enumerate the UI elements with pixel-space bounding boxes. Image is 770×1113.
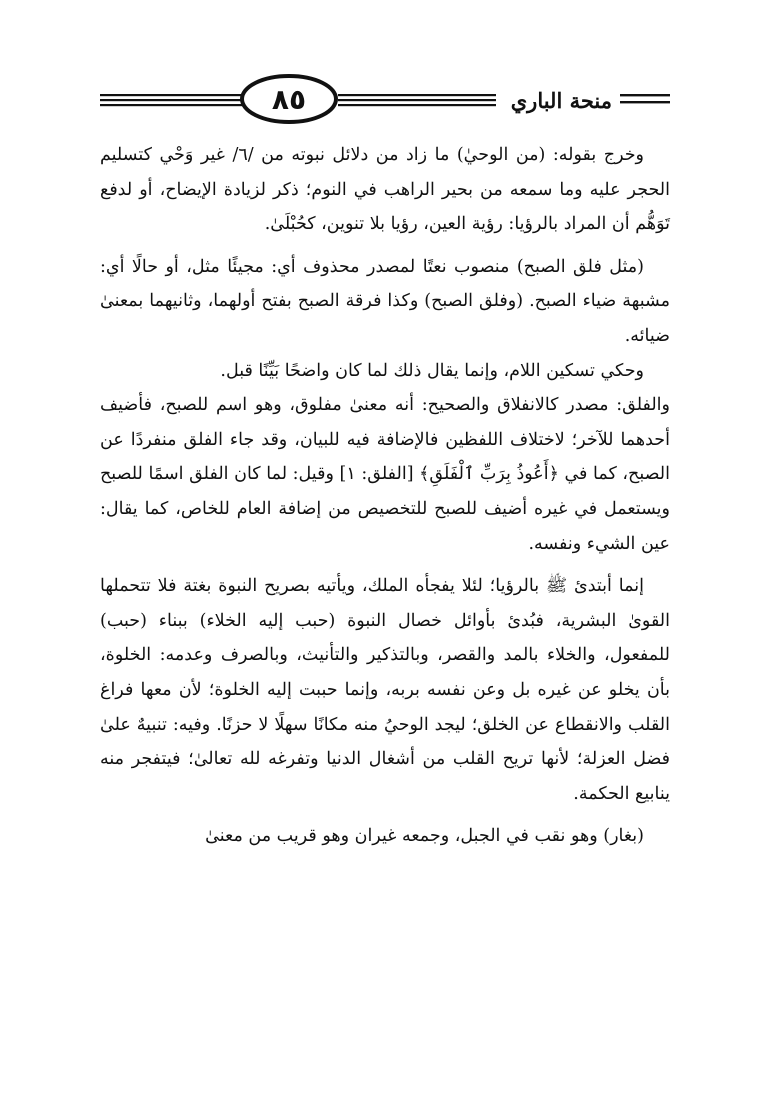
body-text [100, 138, 670, 854]
paragraph: وحكي تسكين اللام، وإنما يقال ذلك لما كان واضحًا بَيِّنًا قبل. [220, 360, 644, 381]
header-rule-middle [338, 94, 496, 106]
running-title: منحة الباري [510, 87, 612, 113]
page-number: ٨٥ [271, 82, 307, 116]
header-rule-right [620, 94, 670, 103]
header-rule-left [100, 94, 242, 106]
paragraph: والفلق: مصدر كالانفلاق والصحيح: أنه معنىٰ مفلوق، وهو اسم للصبح، فأضيف أحدهما للآخر؛ لاختلاف اللفظين فالإضافة فيه للبيان، وقد جاء الفلق منفردًا عن الصبح، كما في ﴿أَعُوذُ بِرَبِّ ٱلْفَلَقِ﴾ [الفلق: ١] وقيل: لما كان الفلق اسمًا للصبح ويستعمل في غيره أضيف للصبح للتخصيص من إضافة العام للخاص، كما يقال: عين الشيء ونفسه. [100, 395, 670, 554]
paragraph: (مثل فلق الصبح) منصوب نعتًا لمصدر محذوف أي: مجيئًا مثل، أو حالًا أي: مشبهة ضياء الصبح. (وفلق الصبح) وكذا فرقة الصبح بفتح أولهما، وثانيهما بمعنىٰ ضيائه. [100, 256, 670, 346]
paragraph: إنما أبتدئ ﷺ بالرؤيا؛ لئلا يفجأه الملك، ويأتيه بصريح النبوة بغتة فلا تتحملها القوىٰ البشرية، فبُدئ بأوائل خصال النبوة (حبب إليه الخلاء) ببناء (حبب) للمفعول، والخلاء بالمد والقصر، وبالتذكير والتأنيث، وبالصرف وعدمه: الخلوة، بأن يخلو عن غيره بل وعن نفسه بربه، وإنما حببت إليه الخلوة؛ لأن معها فراغ القلب والانقطاع عن الخلق؛ ليجد الوحيُ منه مكانًا سهلًا لا حزنًا. وفيه: تنبيهٌ علىٰ فضل العزلة؛ لأنها تريح القلب من أشغال الدنيا وتفرغه لله تعالىٰ؛ فيتفجر منه ينابيع الحكمة. [100, 576, 670, 804]
paragraph: (بغار) وهو نقب في الجبل، وجمعه غيران وهو قريب من معنىٰ [205, 826, 644, 847]
page-header [100, 68, 670, 130]
paragraph: وخرج بقوله: (من الوحيٰ) ما زاد من دلائل نبوته من /٦/ غير وَحْي كتسليم الحجر عليه وما سمعه من بحير الراهب في النوم؛ ذكر لزيادة الإيضاح، أو لدفع تَوَهُّم أن المراد بالرؤيا: رؤية العين، رؤيا بلا تنوين، كحُبْلَىٰ. [100, 145, 670, 235]
